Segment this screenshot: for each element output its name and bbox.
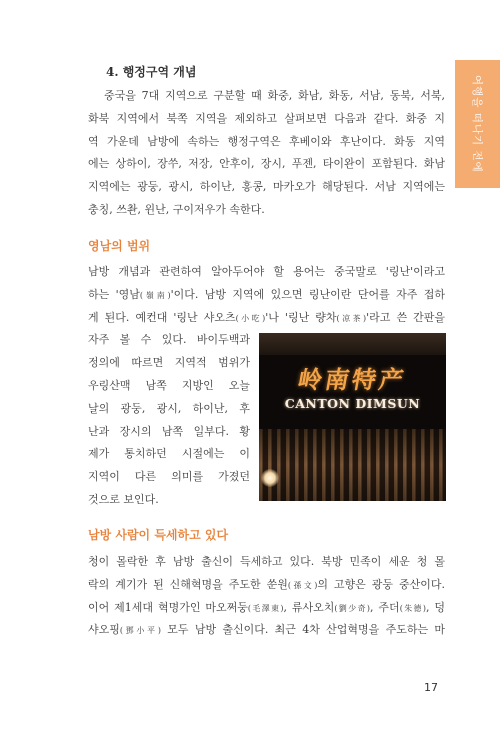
photo-ceiling (259, 333, 446, 355)
subheading-lingnan: 영남의 범위 (88, 239, 151, 253)
hanja-gloss: (毛澤東) (247, 603, 284, 613)
photo-light-glow (261, 469, 279, 487)
paragraph-administrative-regions (88, 85, 445, 222)
text-line: 우링산맥 남쪽 지방인 오늘 (88, 378, 250, 392)
text-line: 중국을 7대 지역으로 구분할 때 화중, 화남, 화동, 서남, 동북, 서북, (104, 89, 445, 102)
text-line: 샤오핑(鄧小平) 모두 남방 출신이다. 최근 4차 산업혁명을 주도하는 마 (88, 623, 445, 637)
text-line: 남방 개념과 관련하여 알아두어야 할 용어는 중국말로 '링난'이라고 (88, 265, 445, 278)
text-line: 에는 상하이, 장쑤, 저장, 안후이, 장시, 푸젠, 타이완이 포함된다. 화남 (88, 157, 445, 171)
sign-english-text: CANTON DIMSUN (284, 396, 421, 411)
hanja-gloss: (嶺南) (139, 290, 171, 300)
hanja-gloss: (朱德) (399, 603, 426, 613)
text-line: 역 가운데 남방에 속하는 행정구역은 후베이와 후난이다. 화동 지역 (88, 134, 445, 148)
text-line: 난과 장시의 남쪽 일부다. 황 (88, 424, 250, 438)
text-line: 지역이 다른 의미를 가졌던 (88, 470, 250, 484)
hanja-gloss: (孫文) (287, 580, 318, 590)
paragraph-southerners (88, 551, 445, 642)
text-line: 청이 몰락한 후 남방 출신이 득세하고 있다. 북방 민족이 세운 청 몰 (88, 555, 445, 568)
chapter-side-tab-label: 여행을 떠나기 전에 (471, 75, 483, 173)
page-number: 17 (424, 681, 438, 694)
text-line: 락의 계기가 된 신해혁명을 주도한 쑨원(孫文)의 고향은 광둥 중산이다. (88, 577, 445, 591)
hanja-gloss: (鄧小平) (119, 626, 161, 636)
text-line: 화북 지역에서 북쪽 지역을 제외하고 살펴보면 다음과 같다. 화중 지 (88, 111, 445, 125)
text-line: 이어 제1세대 혁명가인 마오쩌둥(毛澤東), 류사오치(劉少奇), 주더(朱德), 덩 (88, 600, 445, 614)
text-line: 자주 볼 수 있다. 바이두백과 (88, 333, 250, 347)
chapter-side-tab (455, 60, 500, 188)
photo-wooden-slats (259, 429, 446, 501)
shop-sign-photo (259, 333, 446, 501)
text-line: 것으로 보인다. (88, 492, 159, 506)
text-line: 충칭, 쓰촨, 윈난, 구이저우가 속한다. (88, 202, 265, 216)
text-line: 게 된다. 예컨대 '링난 샤오츠(小吃)'나 '링난 량차(凉茶)'라고 쓴 간판을 (88, 310, 445, 324)
text-line: 날의 광둥, 광시, 하이난, 후 (88, 401, 250, 415)
section-heading: 4. 행정구역 개념 (106, 65, 197, 79)
text-line: 정의에 따르면 지역적 범위가 (88, 356, 250, 370)
hanja-gloss: (劉少奇) (334, 603, 371, 613)
hanja-gloss: (凉茶) (336, 313, 367, 323)
sign-chinese-text: 岭南特产 (295, 366, 409, 394)
text-line: 지역에는 광둥, 광시, 하이난, 홍콩, 마카오가 해당된다. 서남 지역에는 (88, 180, 445, 194)
text-line: 하는 '영남(嶺南)'이다. 남방 지역에 있으면 링난이란 단어를 자주 접하 (88, 287, 445, 301)
text-line: 제가 통치하던 시절에는 이 (88, 447, 250, 461)
hanja-gloss: (小吃) (235, 313, 266, 323)
subheading-southerners: 남방 사람이 득세하고 있다 (88, 528, 229, 542)
